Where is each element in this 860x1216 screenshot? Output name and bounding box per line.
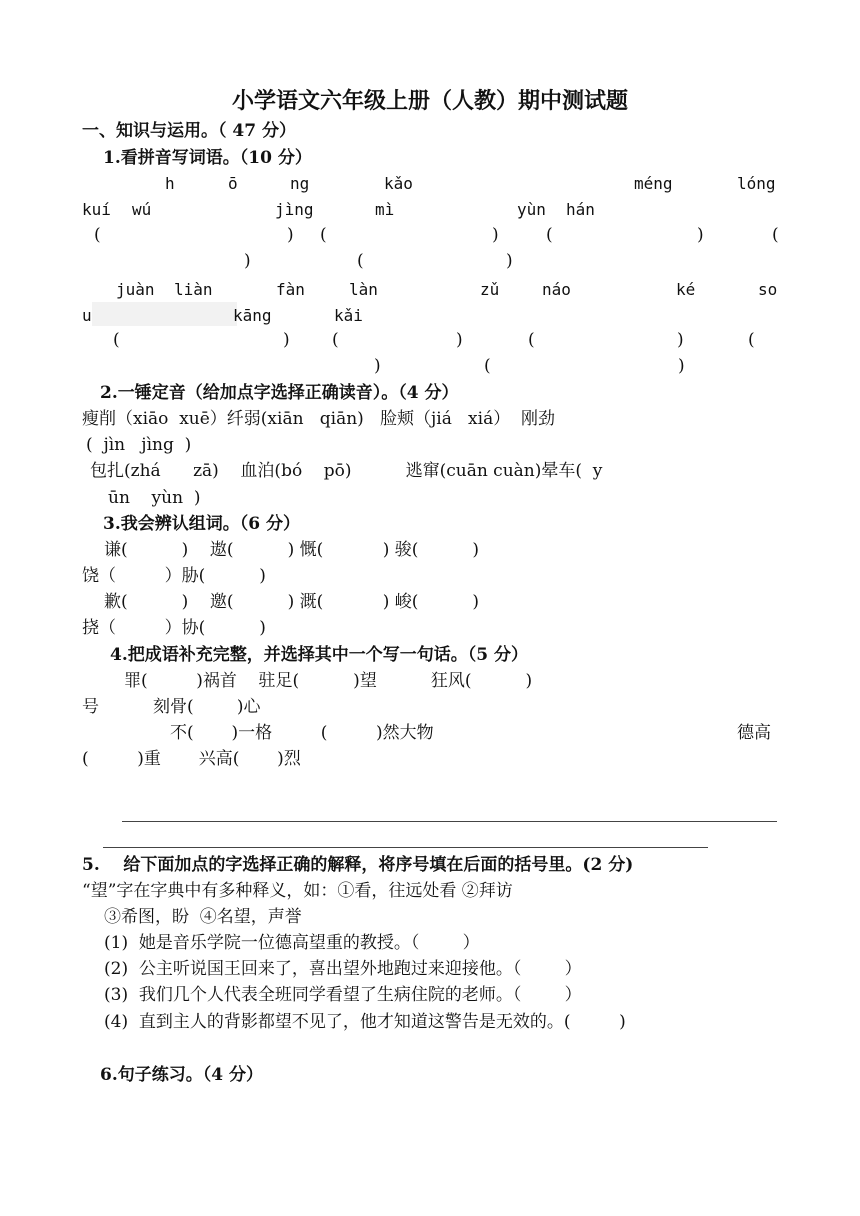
pinyin: h (165, 174, 175, 193)
q2-heading: 2.一锤定音（给加点字选择正确读音）。（4 分） (100, 383, 459, 403)
q4-line: 德高 (737, 723, 771, 743)
pinyin: méng (634, 174, 673, 193)
answer-paren-open[interactable]: ( (748, 330, 755, 350)
pinyin: so (758, 280, 778, 299)
pinyin: mì (375, 200, 395, 219)
writing-line[interactable] (103, 847, 708, 848)
answer-paren-close: ) (287, 225, 294, 245)
section-heading-knowledge: 一、知识与运用。（ 47 分） (82, 121, 296, 141)
answer-paren-close: ) (678, 356, 685, 376)
q6-heading: 6.句子练习。（4 分） (100, 1065, 263, 1085)
pinyin: hán (566, 200, 595, 219)
answer-paren-close: ) (283, 330, 290, 350)
writing-line[interactable] (122, 821, 777, 822)
pinyin: juàn (116, 280, 155, 299)
answer-paren-close: ) (374, 356, 381, 376)
answer-paren-open[interactable]: ( (113, 330, 120, 350)
pinyin: ng (290, 174, 310, 193)
q3-line: 歉( ) 邀( ) 溉( ) 峻( ) (104, 592, 480, 612)
q2-line: ūn yùn ) (108, 488, 201, 508)
q1-heading: 1.看拼音写词语。（10 分） (103, 148, 312, 168)
answer-paren-open[interactable]: ( (94, 225, 101, 245)
q5-item: (2) 公主听说国王回来了，喜出望外地跑过来迎接他。（ ） (104, 959, 582, 979)
pinyin: làn (349, 280, 378, 299)
pinyin: ō (228, 174, 238, 193)
q2-line: 包扎(zhá zā) 血泊(bó pō) 逃窜(cuān cuàn)晕车( y (90, 461, 603, 481)
q4-heading: 4.把成语补充完整，并选择其中一个写一句话。（5 分） (110, 645, 528, 665)
pinyin: zǔ (480, 280, 500, 299)
answer-paren-open[interactable]: ( (320, 225, 327, 245)
q5-item: (3) 我们几个人代表全班同学看望了生病住院的老师。（ ） (104, 985, 582, 1005)
answer-paren-open[interactable]: ( (528, 330, 535, 350)
pinyin: kāng (233, 306, 272, 325)
answer-paren-close: ) (677, 330, 684, 350)
pinyin: ké (676, 280, 696, 299)
pinyin: wú (132, 200, 152, 219)
q3-line: 挠（ ）协( ) (82, 618, 266, 638)
pinyin: u (82, 306, 92, 325)
pinyin: yùn (517, 200, 546, 219)
pinyin: lóng (737, 174, 776, 193)
scan-smudge (92, 302, 237, 326)
answer-paren-close: ) (244, 251, 251, 271)
q4-line: ( )重 兴高( )烈 (82, 749, 301, 769)
q5-intro: ③希图，盼 ④名望，声誉 (104, 907, 302, 927)
pinyin: kǎo (384, 174, 413, 193)
answer-paren-close: ) (697, 225, 704, 245)
q5-item: (1) 她是音乐学院一位德高望重的教授。（ ） (104, 933, 480, 953)
q5-heading: 5. 给下面加点的字选择正确的解释，将序号填在后面的括号里。(2 分) (82, 855, 634, 875)
q3-line: 饶（ ）胁( ) (82, 566, 266, 586)
answer-paren-open[interactable]: ( (546, 225, 553, 245)
pinyin: kǎi (334, 306, 363, 325)
page-title: 小学语文六年级上册（人教）期中测试题 (231, 88, 628, 114)
answer-paren-open[interactable]: ( (772, 225, 779, 245)
pinyin: fàn (276, 280, 305, 299)
q3-heading: 3.我会辨认组词。（6 分） (103, 514, 300, 534)
q2-line: 瘦削（xiāo xuē）纤弱(xiān qiān) 脸颊（jiá xiá） 刚劲 (82, 409, 556, 429)
q4-line: 号 刻骨( )心 (82, 697, 261, 717)
answer-paren-open[interactable]: ( (357, 251, 364, 271)
q3-line: 谦( ) 遨( ) 慨( ) 骏( ) (104, 540, 480, 560)
pinyin: náo (542, 280, 571, 299)
answer-paren-close: ) (492, 225, 499, 245)
q2-line: ( jìn jìng ) (86, 435, 192, 455)
q5-item: (4) 直到主人的背影都望不见了，他才知道这警告是无效的。( ) (104, 1012, 626, 1032)
q4-line: 罪( )祸首 驻足( )望 狂风( ) (124, 671, 533, 691)
answer-paren-close: ) (506, 251, 513, 271)
q4-line: 不( )一格 ( )然大物 (170, 723, 434, 743)
pinyin: jìng (275, 200, 314, 219)
answer-paren-open[interactable]: ( (332, 330, 339, 350)
answer-paren-open[interactable]: ( (484, 356, 491, 376)
answer-paren-close: ) (456, 330, 463, 350)
pinyin: kuí (82, 200, 111, 219)
q5-intro: “望”字在字典中有多种释义，如：①看，往远处看 ②拜访 (82, 881, 513, 901)
pinyin: liàn (174, 280, 213, 299)
